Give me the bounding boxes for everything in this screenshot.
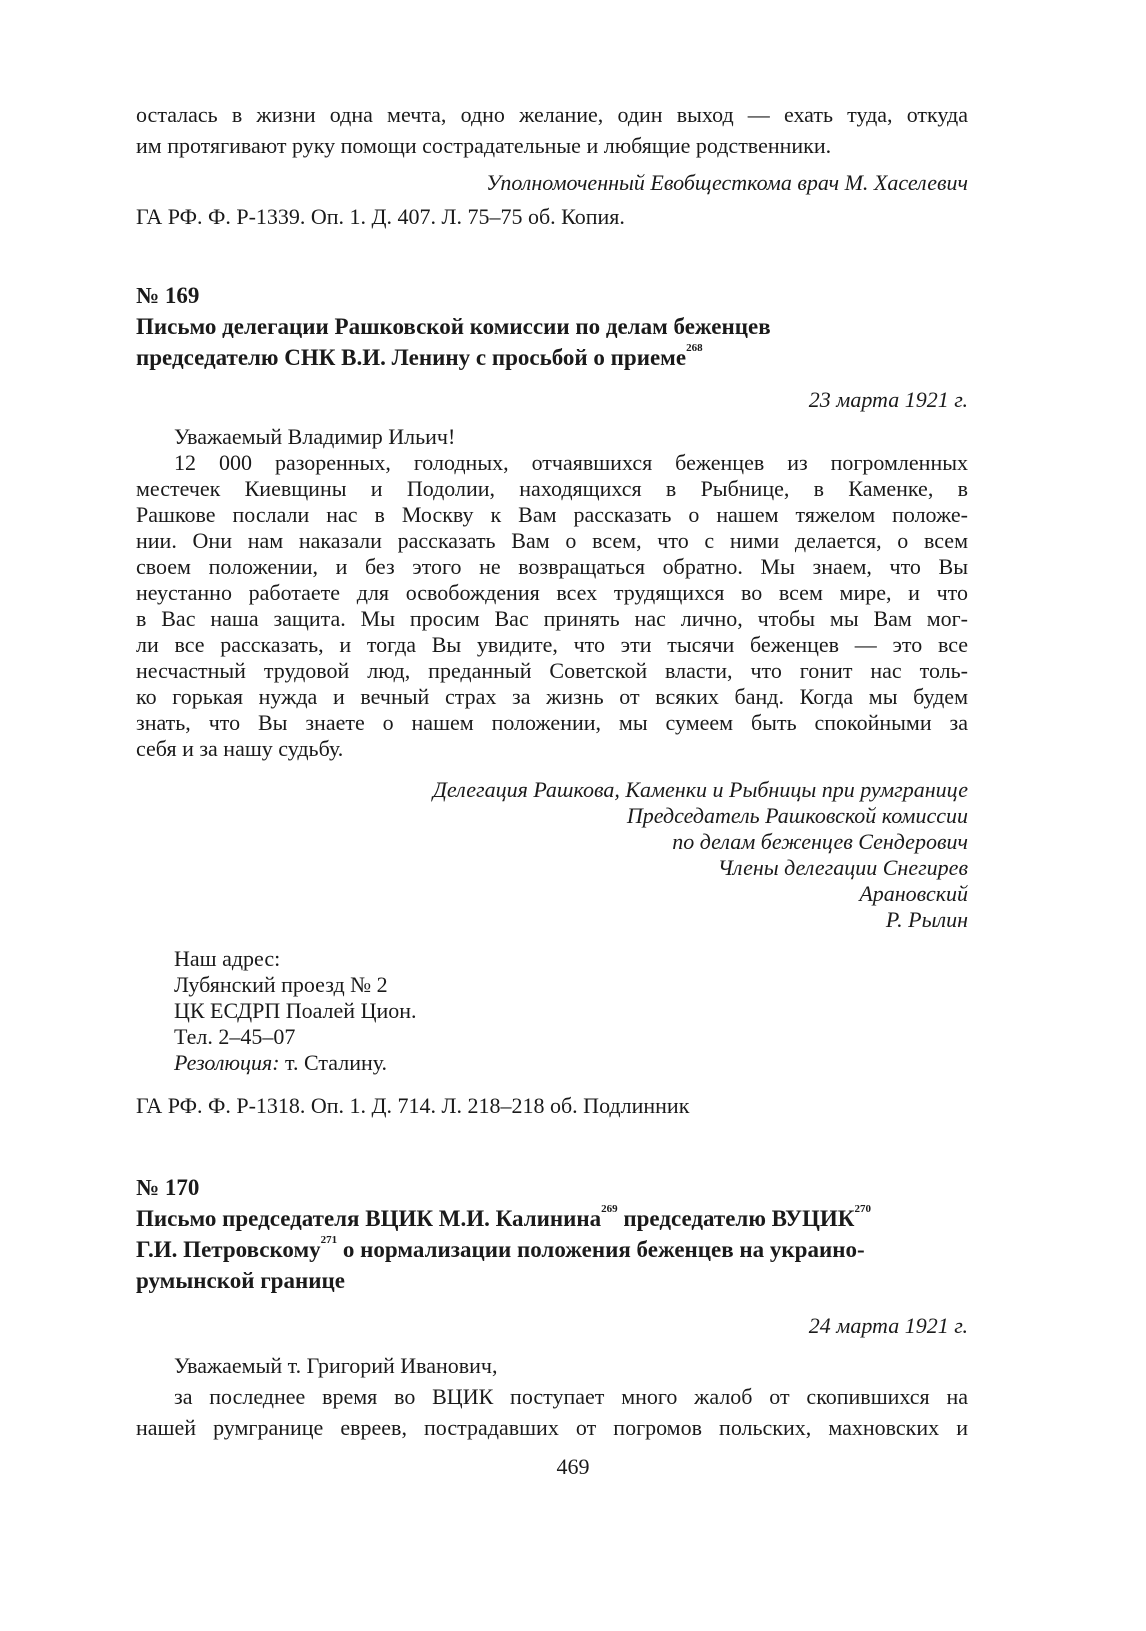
signature-line: Делегация Рашкова, Каменки и Рыбницы при румгранице xyxy=(432,777,968,802)
resolution-text: т. Сталину. xyxy=(279,1050,388,1075)
signature-line: по делам беженцев Сендерович xyxy=(672,829,968,854)
text-line: осталась в жизни одна мечта, одно желание, один выход — ехать туда, откуда xyxy=(136,102,968,127)
text-line: нашей румгранице евреев, пострадавших от погромов польских, махновских и xyxy=(136,1415,968,1440)
text-line: несчастный трудовой люд, преданный Советской власти, что гонит нас толь- xyxy=(136,658,968,683)
document-169-heading xyxy=(136,280,968,373)
document-date: 23 марта 1921 г. xyxy=(808,387,968,412)
address-line: Тел. 2–45–07 xyxy=(174,1024,296,1049)
document-title-text: о нормализации положения беженцев на украино- xyxy=(337,1237,865,1262)
footnote-ref: 269 xyxy=(601,1203,618,1215)
text-line: ли все рассказать, и тогда Вы увидите, что эти тысячи беженцев — это все xyxy=(136,632,968,657)
signatures xyxy=(136,777,968,933)
top-paragraph xyxy=(136,99,968,161)
document-title: румынской границе xyxy=(136,1268,345,1293)
address-line: Наш адрес: xyxy=(174,946,281,971)
document-title-text: председателю СНК В.И. Ленину с просьбой о приеме xyxy=(136,345,687,370)
archive-reference: ГА РФ. Ф. Р-1339. Оп. 1. Д. 407. Л. 75–75 об. Копия. xyxy=(136,204,625,229)
document-title-text: Письмо председателя ВЦИК М.И. Калинина xyxy=(136,1206,602,1231)
resolution xyxy=(136,1050,968,1076)
address-line: ЦК ЕСДРП Поалей Цион. xyxy=(174,998,417,1023)
text-line: в Вас наша защита. Мы просим Вас принять нас лично, чтобы мы Вам мог- xyxy=(136,606,968,631)
text-line: 12 000 разоренных, голодных, отчаявшихся беженцев из погромленных xyxy=(174,450,968,475)
footnote-ref: 270 xyxy=(854,1203,871,1215)
signature-line: Председатель Рашковской комиссии xyxy=(626,803,968,828)
page-number: 469 xyxy=(556,1454,590,1479)
greeting: Уважаемый т. Григорий Иванович, xyxy=(174,1353,498,1378)
text-line: знать, что Вы знаете о нашем положении, мы сумеем быть спокойными за xyxy=(136,710,968,735)
letter-body xyxy=(136,424,968,762)
document-date: 24 марта 1921 г. xyxy=(808,1313,968,1338)
document-number: № 169 xyxy=(136,283,200,308)
resolution-label: Резолюция: xyxy=(174,1050,280,1075)
document-title-text: председателю ВУЦИК xyxy=(617,1206,855,1231)
signature-line: Члены делегации Снегирев xyxy=(717,855,968,880)
text-line: Рашкове послали нас в Москву к Вам рассказать о нашем тяжелом положе- xyxy=(136,502,968,527)
text-line: местечек Киевщины и Подолии, находящихся в Рыбнице, в Каменке, в xyxy=(136,476,968,501)
text-line: неустанно работаете для освобождения всех трудящихся во всем мире, и что xyxy=(136,580,968,605)
document-title xyxy=(136,342,968,373)
letter-body xyxy=(136,1350,968,1443)
address-block xyxy=(136,946,968,1076)
document-170-heading xyxy=(136,1172,968,1296)
document-title xyxy=(136,1203,968,1234)
signature: Уполномоченный Евобщесткома врач М. Хаселевич xyxy=(486,170,968,195)
greeting: Уважаемый Владимир Ильич! xyxy=(174,424,456,449)
footnote-ref: 271 xyxy=(320,1234,338,1246)
document-title xyxy=(136,1234,968,1265)
document-number: № 170 xyxy=(136,1175,200,1200)
archive-reference: ГА РФ. Ф. Р-1318. Оп. 1. Д. 714. Л. 218–218 об. Подлинник xyxy=(136,1093,690,1118)
address-line: Лубянский проезд № 2 xyxy=(174,972,388,997)
text-line: своем положении, и без этого не возвращаться обратно. Мы знаем, что Вы xyxy=(136,554,968,579)
text-line: ко горькая нужда и вечный страх за жизнь от всяких банд. Когда мы будем xyxy=(136,684,968,709)
text-line: нии. Они нам наказали рассказать Вам о всем, что с ними делается, о всем xyxy=(136,528,968,553)
footnote-ref: 268 xyxy=(686,342,703,354)
text-line: им протягивают руку помощи сострадательные и любящие родственники. xyxy=(136,133,832,158)
document-title: Письмо делегации Рашковской комиссии по делам беженцев xyxy=(136,314,771,339)
signature-line: Р. Рылин xyxy=(885,907,968,932)
document-title-text: Г.И. Петровскому xyxy=(136,1237,321,1262)
signature-line: Арановский xyxy=(859,881,968,906)
text-line: за последнее время во ВЦИК поступает много жалоб от скопившихся на xyxy=(174,1384,968,1409)
text-line: себя и за нашу судьбу. xyxy=(136,736,344,761)
